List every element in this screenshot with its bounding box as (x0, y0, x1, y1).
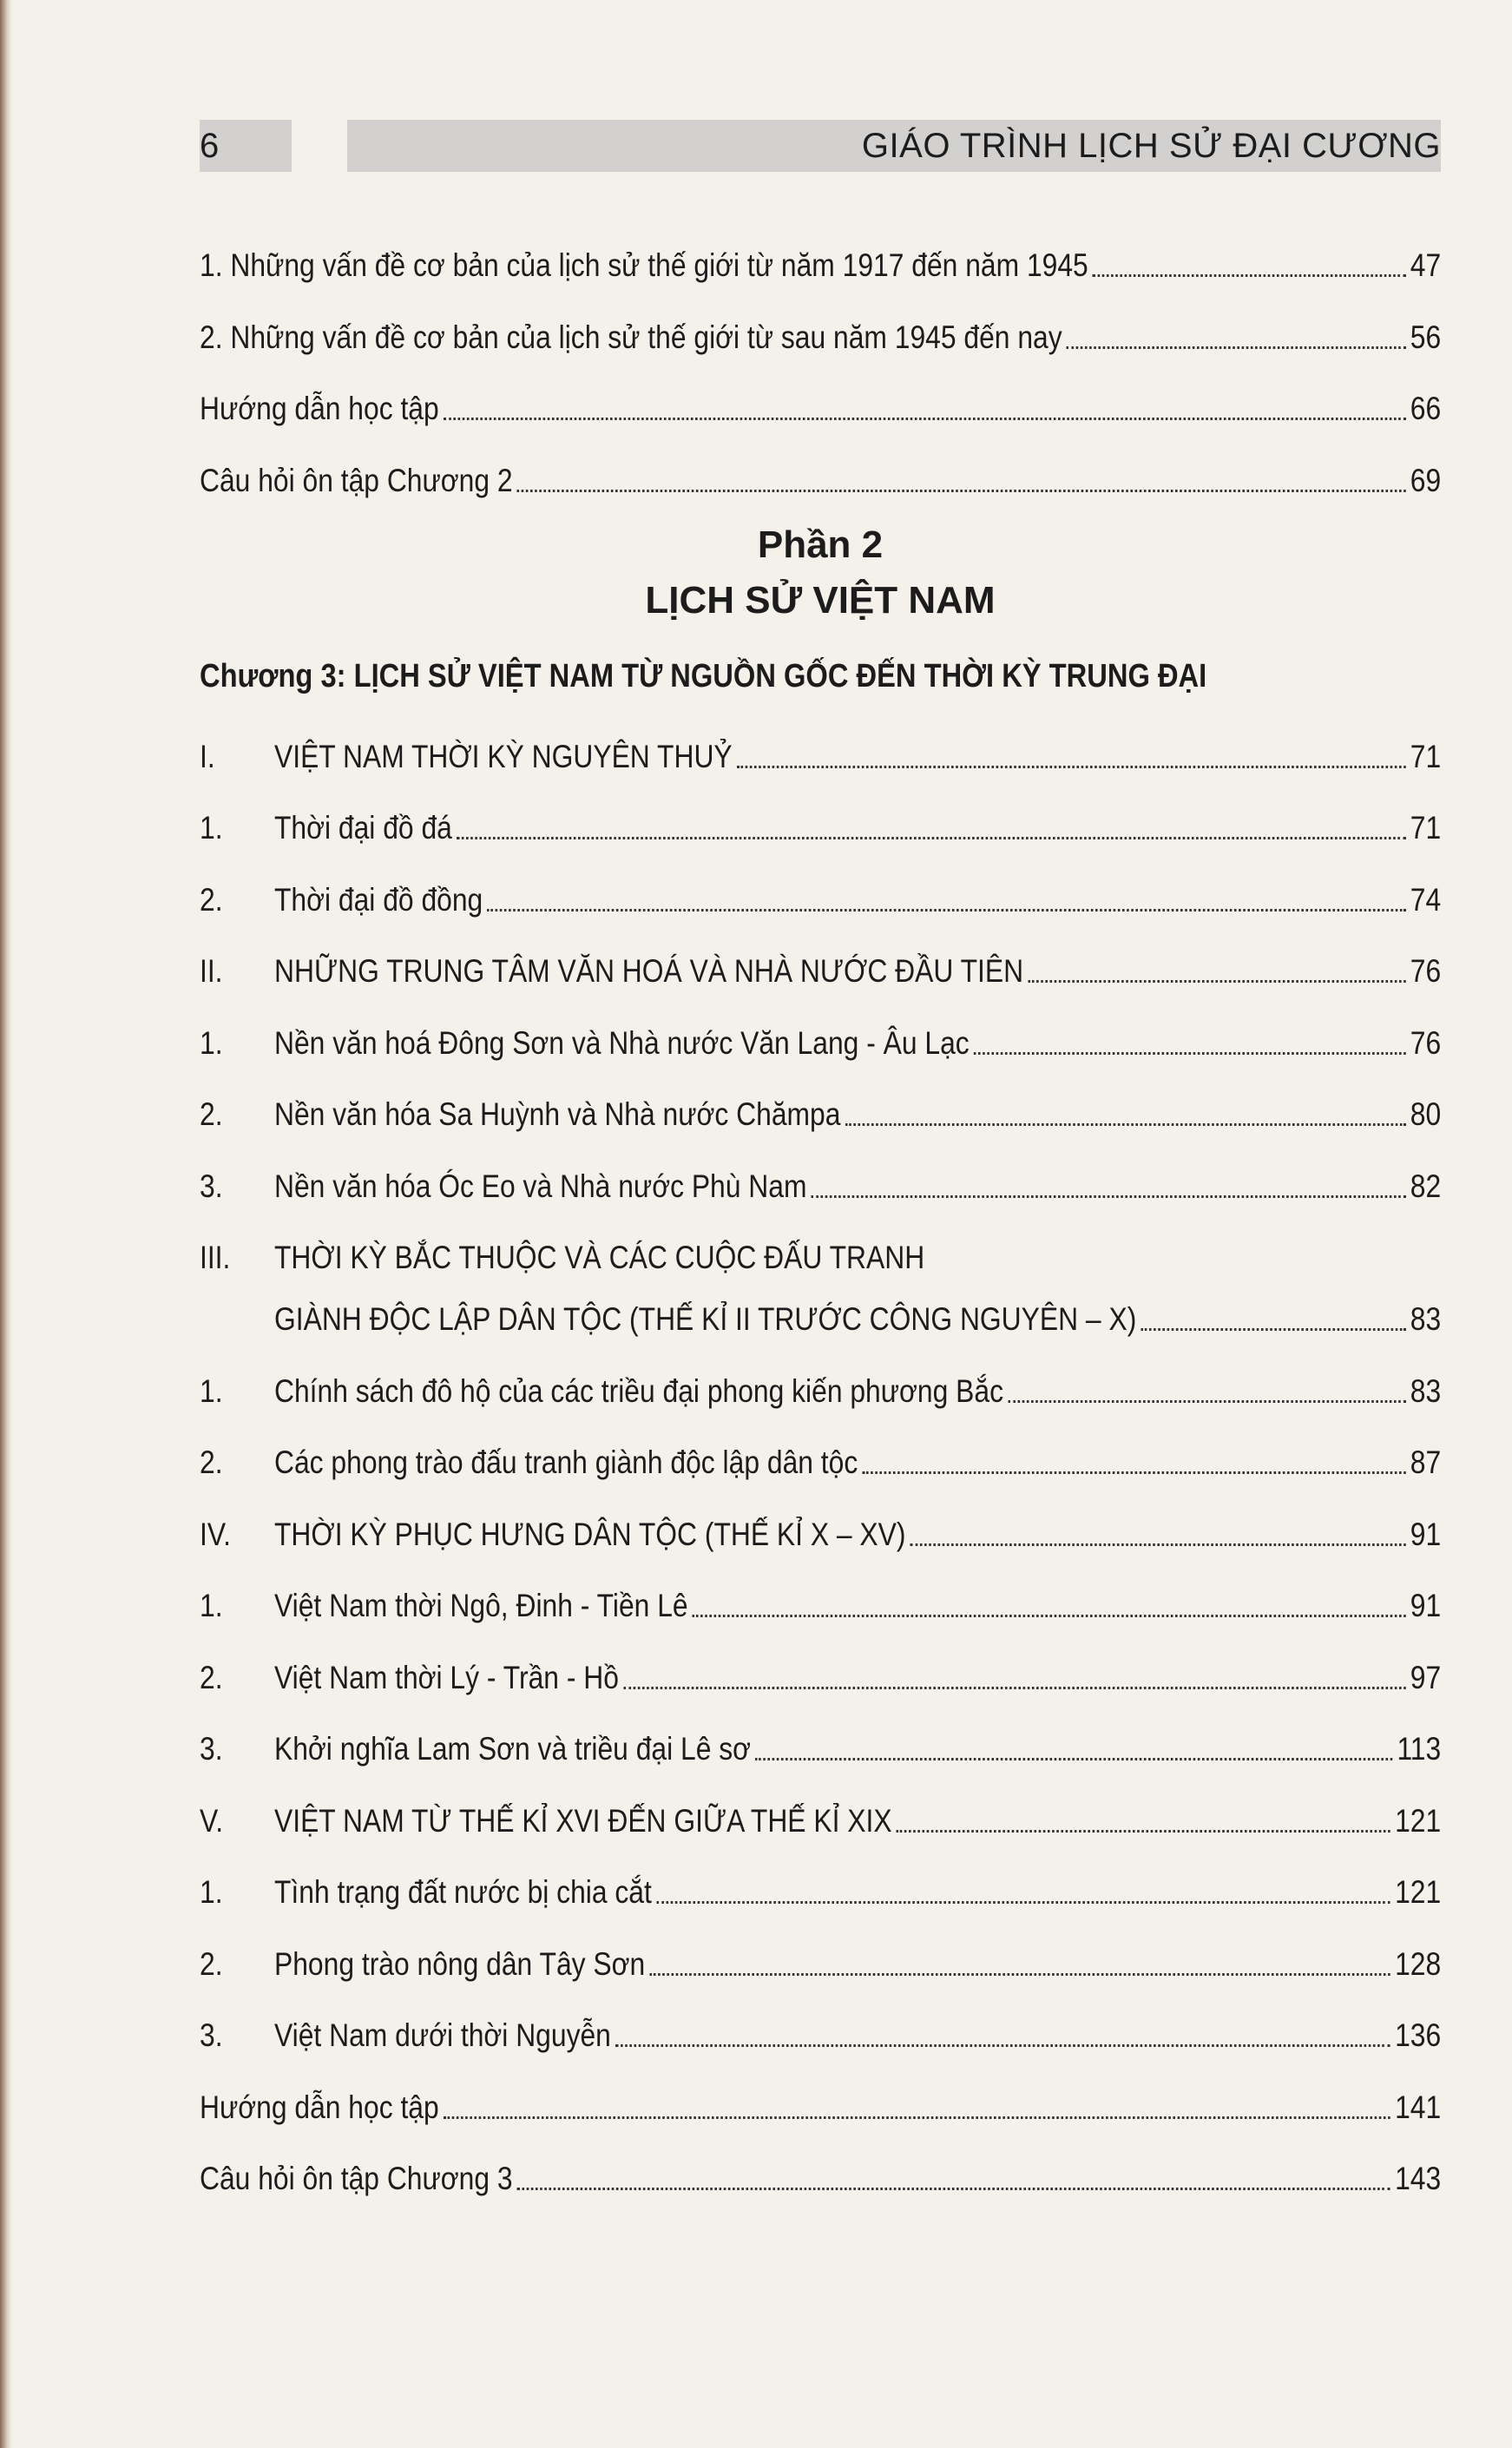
header-bar (347, 120, 1441, 172)
toc-entry-number: V. (200, 1803, 224, 1839)
toc-entry-label: Nền văn hoá Đông Sơn và Nhà nước Văn Lang - Âu Lạc (274, 1025, 970, 1061)
toc-entry[interactable] (200, 869, 1441, 921)
leader-dots (444, 2116, 1390, 2119)
leader-dots (737, 766, 1406, 768)
leader-dots (444, 418, 1406, 420)
toc-entry-label: VIỆT NAM THỜI KỲ NGUYÊN THUỶ (274, 739, 733, 774)
toc-entry-label: THỜI KỲ BẮC THUỘC VÀ CÁC CUỘC ĐẤU TRANH (274, 1240, 925, 1275)
leader-dots (897, 1830, 1390, 1833)
page-number: 6 (200, 127, 220, 165)
toc-entry-number: 2. (200, 1946, 223, 1982)
leader-dots (1028, 980, 1405, 983)
toc-entry-number: I. (200, 739, 215, 774)
leader-dots (755, 1758, 1392, 1760)
toc-entry-page: 74 (1410, 882, 1442, 918)
toc-entry-label: Việt Nam thời Ngô, Đinh - Tiền Lê (274, 1588, 688, 1623)
toc-entry-label: 1. Những vấn đề cơ bản của lịch sử thế giới từ năm 1917 đến năm 1945 (200, 247, 1088, 283)
toc-entry-label: Việt Nam dưới thời Nguyễn (274, 2017, 611, 2053)
toc-entry[interactable] (200, 234, 1441, 286)
leader-dots (615, 2044, 1390, 2047)
toc-entry-page: 83 (1410, 1373, 1442, 1409)
toc-entry-number: 2. (200, 1096, 223, 1132)
leader-dots (910, 1543, 1406, 1546)
page-header (200, 120, 1441, 172)
toc-entry[interactable] (200, 1504, 1441, 1556)
toc-entry-page: 143 (1395, 2161, 1442, 2196)
toc-entry-page: 76 (1410, 953, 1442, 989)
toc-entry[interactable] (200, 1647, 1441, 1699)
leader-dots (845, 1123, 1406, 1126)
page-edge (0, 0, 12, 2448)
toc-entry[interactable] (200, 1861, 1441, 1913)
toc-entry[interactable] (200, 1227, 1441, 1279)
toc-entry-page: 47 (1410, 247, 1442, 283)
toc-entry-number: 3. (200, 2017, 223, 2053)
toc-entry-label: NHỮNG TRUNG TÂM VĂN HOÁ VÀ NHÀ NƯỚC ĐẦU TIÊN (274, 953, 1024, 989)
toc-entry-page: 121 (1395, 1803, 1442, 1839)
toc-entry-page: 141 (1395, 2089, 1442, 2125)
toc-entry-label: Nền văn hóa Óc Eo và Nhà nước Phù Nam (274, 1168, 807, 1204)
leader-dots (1008, 1400, 1405, 1403)
toc-entry[interactable] (200, 1933, 1441, 1985)
toc-entry[interactable] (200, 306, 1441, 359)
leader-dots (1067, 346, 1406, 349)
leader-dots (974, 1052, 1406, 1055)
toc-entry[interactable] (200, 1431, 1441, 1484)
toc-entry-number: 1. (200, 1588, 223, 1623)
toc-entry-number: 1. (200, 1373, 223, 1409)
toc-entry[interactable] (200, 2004, 1441, 2056)
part-title: Phần 2 (757, 523, 884, 566)
toc-entry-page: 76 (1410, 1025, 1442, 1061)
toc-entry-page: 71 (1410, 739, 1442, 774)
leader-dots (693, 1615, 1406, 1617)
toc-entry-label: Câu hỏi ôn tập Chương 2 (200, 463, 513, 498)
chapter-title: Chương 3: LỊCH SỬ VIỆT NAM TỪ NGUỒN GỐC ĐẾN THỜI KỲ TRUNG ĐẠI (200, 658, 1207, 694)
leader-dots (656, 1901, 1390, 1904)
toc-entry-page: 136 (1395, 2017, 1442, 2053)
leader-dots (457, 837, 1406, 839)
toc-entry-label: 2. Những vấn đề cơ bản của lịch sử thế giới từ sau năm 1945 đến nay (200, 319, 1062, 355)
toc-entry-page: 97 (1410, 1660, 1442, 1695)
toc-entry-label: Chính sách đô hộ của các triều đại phong kiến phương Bắc (274, 1373, 1003, 1409)
leader-dots (862, 1471, 1405, 1474)
toc-entry-label: THỜI KỲ PHỤC HƯNG DÂN TỘC (THẾ KỈ X – XV) (274, 1517, 906, 1552)
toc-entry[interactable] (200, 2148, 1441, 2200)
toc-entry-label: Hướng dẫn học tập (200, 2089, 439, 2125)
toc-entry-page: 91 (1410, 1588, 1442, 1623)
toc-entry-page: 87 (1410, 1444, 1442, 1480)
toc-entry-label: Câu hỏi ôn tập Chương 3 (200, 2161, 513, 2196)
toc-entry-page: 82 (1410, 1168, 1442, 1204)
toc-entry-page: 71 (1410, 810, 1442, 846)
part-subtitle: LỊCH SỬ VIỆT NAM (645, 579, 996, 622)
toc-entry-page: 69 (1410, 463, 1442, 498)
toc-entry-label: Thời đại đồ đá (274, 810, 452, 846)
leader-dots (517, 2188, 1390, 2190)
toc-entry-page: 56 (1410, 319, 1442, 355)
running-title: GIÁO TRÌNH LỊCH SỬ ĐẠI CƯƠNG (861, 127, 1441, 165)
toc-entry-label: Khởi nghĩa Lam Sơn và triều đại Lê sơ (274, 1731, 752, 1767)
toc-entry-label: GIÀNH ĐỘC LẬP DÂN TỘC (THẾ KỈ II TRƯỚC CÔNG NGUYÊN – X) (274, 1301, 1137, 1337)
toc-entry[interactable] (200, 1360, 1441, 1412)
toc-entry[interactable] (200, 1288, 1441, 1340)
toc-entry-label: VIỆT NAM TỪ THẾ KỈ XVI ĐẾN GIỮA THẾ KỈ XIX (274, 1803, 892, 1839)
toc-entry[interactable] (200, 2076, 1441, 2129)
toc-entry-number: II. (200, 953, 223, 989)
toc-entry-number: III. (200, 1240, 231, 1275)
toc-entry-number: 2. (200, 1660, 223, 1695)
toc-entry-label: Thời đại đồ đồng (274, 882, 483, 918)
leader-dots (812, 1195, 1406, 1198)
toc-entry-number: 1. (200, 810, 223, 846)
toc-entry-page: 80 (1410, 1096, 1442, 1132)
toc-entry-number: 2. (200, 882, 223, 918)
leader-dots (487, 909, 1405, 911)
leader-dots (623, 1687, 1406, 1689)
toc-entry-page: 83 (1410, 1301, 1442, 1337)
leader-dots (517, 490, 1406, 492)
toc-entry-number: 1. (200, 1025, 223, 1061)
toc-entry[interactable] (200, 450, 1441, 502)
toc-entry-label: Nền văn hóa Sa Huỳnh và Nhà nước Chămpa (274, 1096, 841, 1132)
toc-entry[interactable] (200, 940, 1441, 992)
toc-entry-label: Các phong trào đấu tranh giành độc lập dân tộc (274, 1444, 858, 1480)
toc-entry-label: Việt Nam thời Lý - Trần - Hồ (274, 1660, 619, 1695)
toc-entry-number: IV. (200, 1517, 231, 1552)
toc-entry[interactable] (200, 1718, 1441, 1770)
toc-entry[interactable] (200, 726, 1441, 778)
toc-entry-number: 3. (200, 1168, 223, 1204)
toc-entry-page: 113 (1397, 1731, 1442, 1767)
toc-entry[interactable] (200, 1575, 1441, 1627)
toc-entry[interactable] (200, 1083, 1441, 1135)
toc-entry[interactable] (200, 378, 1441, 430)
toc-entry-page: 91 (1410, 1517, 1442, 1552)
leader-dots (649, 1973, 1390, 1976)
toc-entry-page: 128 (1395, 1946, 1442, 1982)
toc-entry-number: 3. (200, 1731, 223, 1767)
toc-entry-number: 1. (200, 1874, 223, 1910)
toc-entry[interactable] (200, 1790, 1441, 1842)
toc-entry-number: 2. (200, 1444, 223, 1480)
toc-entry-page: 66 (1410, 391, 1442, 426)
leader-dots (1141, 1328, 1405, 1331)
toc-entry[interactable] (200, 797, 1441, 849)
toc-entry[interactable] (200, 1155, 1441, 1208)
toc-entry-label: Tình trạng đất nước bị chia cắt (274, 1874, 652, 1910)
toc-entry-page: 121 (1395, 1874, 1442, 1910)
toc-entry[interactable] (200, 1012, 1441, 1064)
leader-dots (1093, 274, 1406, 277)
toc-entry-label: Phong trào nông dân Tây Sơn (274, 1946, 646, 1982)
toc-entry-label: Hướng dẫn học tập (200, 391, 439, 426)
